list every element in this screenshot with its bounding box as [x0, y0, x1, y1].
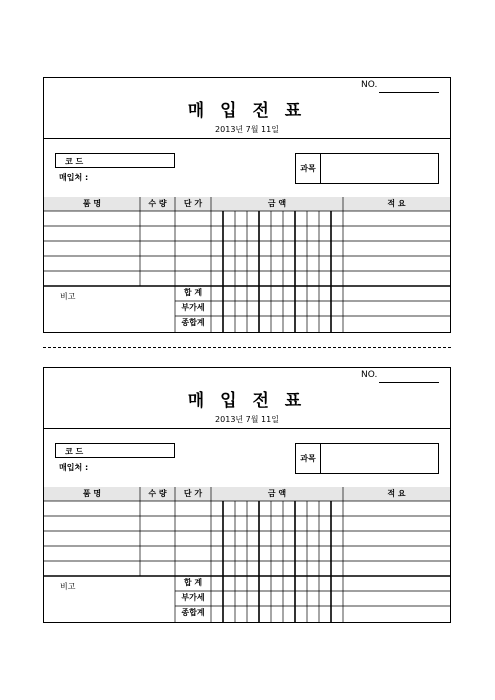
col-qty: 수 량	[148, 489, 167, 498]
col-price: 단 가	[183, 489, 203, 498]
subject-field[interactable]	[295, 443, 439, 474]
purchase-slip-top	[43, 77, 451, 333]
slip-info	[44, 429, 450, 489]
total-label: 종합계	[181, 608, 205, 617]
subject-field[interactable]	[295, 153, 439, 184]
col-amount: 금 액	[267, 199, 287, 208]
buyer-label: 매입처 :	[59, 463, 89, 472]
memo-label: 비고	[60, 292, 76, 301]
slip-header	[44, 368, 450, 429]
subject-label: 과목	[296, 444, 321, 473]
purchase-slip-bottom	[43, 367, 451, 623]
slip-date: 2013년 7월 11일	[215, 125, 279, 134]
col-remark: 적 요	[387, 199, 406, 208]
col-qty: 수 량	[148, 199, 167, 208]
subject-label: 과목	[296, 154, 321, 183]
no-field[interactable]	[379, 92, 439, 93]
cut-line	[43, 347, 451, 348]
code-label: 코 드	[65, 157, 84, 166]
col-remark: 적 요	[387, 489, 406, 498]
memo-label: 비고	[60, 582, 76, 591]
sum-label: 합 계	[183, 578, 203, 587]
col-amount: 금 액	[267, 489, 287, 498]
vat-label: 부가세	[181, 593, 205, 602]
buyer-label: 매입처 :	[59, 173, 89, 182]
no-label: NO.	[361, 370, 378, 380]
slip-info	[44, 139, 450, 199]
slip-title: 매 입 전 표	[187, 101, 307, 121]
table-lines	[44, 487, 450, 622]
slip-date: 2013년 7월 11일	[215, 415, 279, 424]
sum-label: 합 계	[183, 288, 203, 297]
slip-title: 매 입 전 표	[187, 391, 307, 411]
item-table	[44, 487, 450, 622]
no-field[interactable]	[379, 382, 439, 383]
table-lines	[44, 197, 450, 332]
code-field[interactable]	[55, 153, 175, 168]
total-label: 종합계	[181, 318, 205, 327]
col-item: 품 명	[82, 489, 102, 498]
item-table	[44, 197, 450, 332]
code-field[interactable]	[55, 443, 175, 458]
code-label: 코 드	[65, 447, 84, 456]
slip-header	[44, 78, 450, 139]
no-label: NO.	[361, 80, 378, 90]
vat-label: 부가세	[181, 303, 205, 312]
col-price: 단 가	[183, 199, 203, 208]
col-item: 품 명	[82, 199, 102, 208]
